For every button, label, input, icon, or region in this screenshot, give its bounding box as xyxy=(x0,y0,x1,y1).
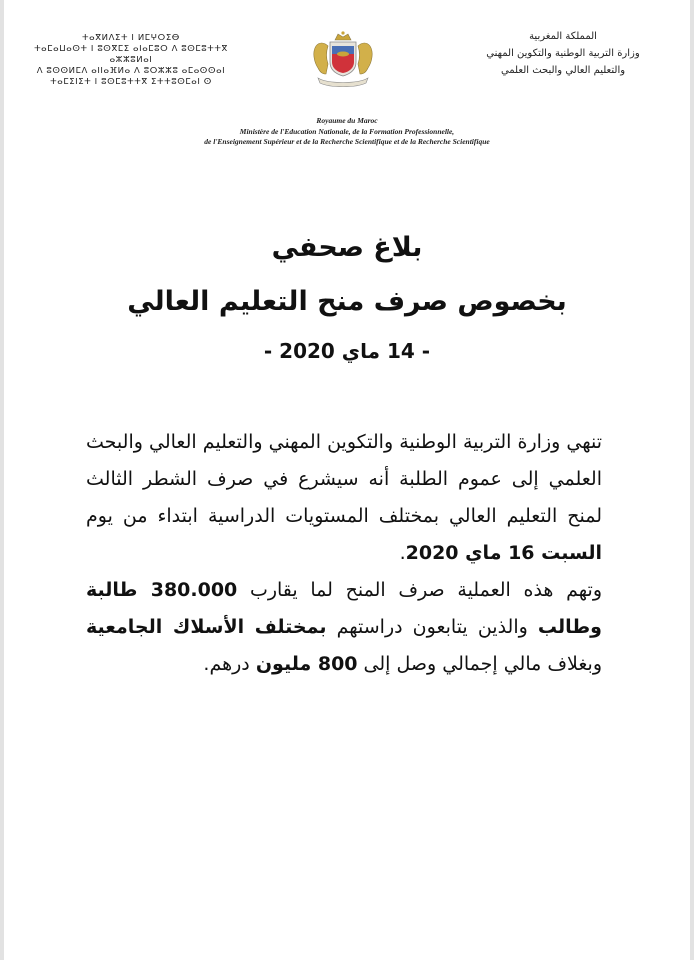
french-header-line: Ministère de l'Education Nationale, de la Formation Professionnelle, xyxy=(239,126,455,136)
p2-cycles-bold: بمختلف الأسلاك الجامعية xyxy=(86,616,327,638)
arabic-header-line: والتعليم العالي والبحث العلمي xyxy=(500,65,626,76)
header-arabic xyxy=(448,28,678,79)
p2-text-d: درهم. xyxy=(203,653,256,675)
p1-text: تنهي وزارة التربية الوطنية والتكوين المهني والتعليم العالي والبحث العلمي إلى عموم الطلبة أنه سيشرع في صرف الشطر الثالث لمنح التعليم العالي بمختلف المستويات الدراسية ابتداء من يوم xyxy=(86,431,602,527)
tifinagh-line: ⵜⴰⵎⵉⵏⵉⵜ ⵏ ⵓⵙⵎⵓⵜⵜⴳ ⵉⵜⵜⵓⵙⵎⴰⵏ ⵙ xyxy=(50,77,212,87)
body-paragraph-2 xyxy=(86,572,602,683)
p2-text-b: والذين يتابعون دراستهم xyxy=(326,616,538,638)
body-text xyxy=(86,424,602,683)
header-tifinagh xyxy=(16,33,246,88)
coat-of-arms-icon xyxy=(308,28,378,90)
page-edge-right xyxy=(690,0,694,960)
tifinagh-line: ⵜⴰⴳⵍⴷⵉⵜ ⵏ ⵍⵎⵖⵔⵉⴱ xyxy=(82,33,180,43)
arabic-header-line: المملكة المغربية xyxy=(529,31,597,42)
p1-date-bold: السبت 16 ماي 2020 xyxy=(405,542,602,564)
arabic-header-line: وزارة التربية الوطنية والتكوين المهني xyxy=(486,48,640,59)
french-header-line: de l'Enseignement Supérieur et de la Recherche Scientifique et de la Recherche Scientifique xyxy=(204,137,490,146)
page-title: بلاغ صحفي xyxy=(271,232,423,263)
document-page xyxy=(4,0,690,960)
french-header-line: Royaume du Maroc xyxy=(316,116,378,125)
p2-amount-bold: 800 مليون xyxy=(255,653,358,675)
header-french xyxy=(4,116,690,148)
release-date: - 14 ماي 2020 - xyxy=(263,339,431,363)
tifinagh-line: ⴷ ⵓⵙⵙⵍⵎⴷ ⴰⵏⵏⴰⴼⵍⴰ ⴷ ⵓⵔⵣⵣⵓ ⴰⵎⴰⵙⵙⴰⵏ xyxy=(36,66,226,76)
tifinagh-line: ⵜⴰⵎⴰⵡⴰⵙⵜ ⵏ ⵓⵙⴳⵎⵉ ⴰⵏⴰⵎⵓⵔ ⴷ ⵓⵙⵎⵓⵜⵜⴳ ⴰⵣⵣⵓⵍⴰⵏ xyxy=(34,44,228,65)
p2-text-c: وبغلاف مالي إجمالي وصل إلى xyxy=(357,653,602,675)
title-block xyxy=(4,228,690,366)
body-paragraph-1 xyxy=(86,424,602,572)
page-subtitle: بخصوص صرف منح التعليم العالي xyxy=(127,286,567,317)
p2-text-a: وتهم هذه العملية صرف المنح لما يقارب xyxy=(237,579,602,601)
p1-end: . xyxy=(399,542,406,564)
p2-students-bold: 380.000 طالبة وطالب xyxy=(86,579,602,638)
